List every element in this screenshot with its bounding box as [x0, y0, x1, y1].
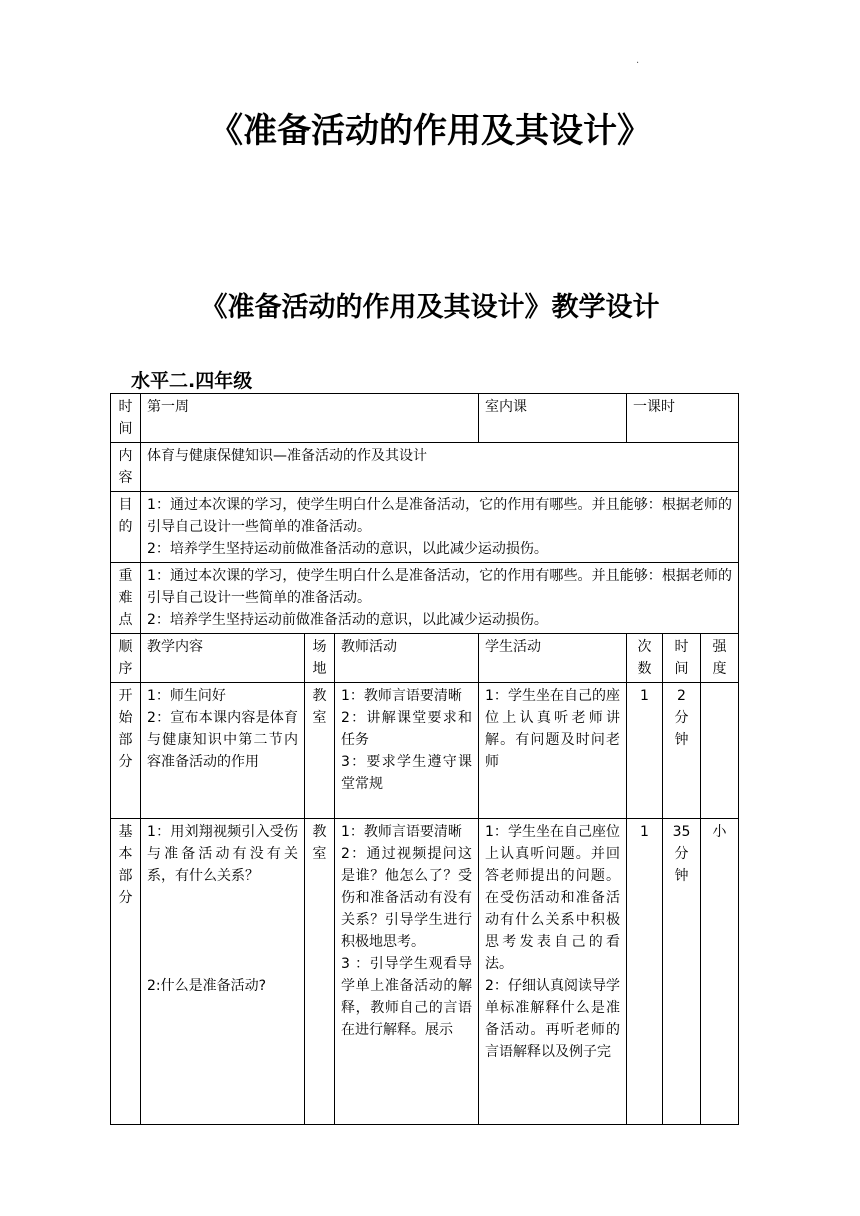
objective-row: [111, 492, 739, 563]
row-intensity: 小: [701, 819, 739, 1125]
row-order: 基 本 部 分: [111, 819, 141, 1125]
week-cell: 第一周: [141, 394, 479, 443]
grade-level: 水平二.四年级: [131, 370, 253, 392]
objective-text: 1：通过本次课的学习，使学生明白什么是准备活动，它的作用有哪些。并且能够：根据老师的引导自己设计一些简单的准备活动。 2：培养学生坚持运动前做准备活动的意识，以此减少运动损伤。: [141, 492, 739, 563]
key-points-row: [111, 563, 739, 634]
content-row: [111, 443, 739, 492]
table-row: [111, 683, 739, 819]
header-content: 教学内容: [141, 634, 305, 683]
row-time: 2 分 钟: [663, 683, 701, 819]
row-content: 1：用刘翔视频引入受伤与准备活动有没有关系，有什么关系？ 2:什么是准备活动?: [141, 819, 305, 1125]
row-student-activity: 1：学生坐在自己座位上认真听问题。并回答老师提出的问题。在受伤活动和准备活动有什么关系中积极思考发表自己的看法。 2：仔细认真阅读导学单标准解释什么是准备活动。再听老师的言语解释以及例子完: [479, 819, 627, 1125]
row-teacher-activity: 1：教师言语要清晰 2：讲解课堂要求和任务 3：要求学生遵守课堂常规: [335, 683, 479, 819]
key-points-label: 重 难 点: [111, 563, 141, 634]
row-student-activity: 1：学生坐在自己的座位上认真听老师讲解。有问题及时问老师: [479, 683, 627, 819]
document-subtitle: 《准备活动的作用及其设计》教学设计: [200, 292, 660, 323]
document-title: 《准备活动的作用及其设计》: [209, 111, 651, 151]
venue-type-cell: 室内课: [479, 394, 627, 443]
row-count: 1: [627, 819, 663, 1125]
lesson-plan-table: [110, 393, 739, 1125]
header-intensity: 强 度: [701, 634, 739, 683]
corner-mark: ·: [636, 58, 640, 69]
period-cell: 一课时: [627, 394, 739, 443]
header-venue: 场 地: [305, 634, 335, 683]
header-order: 顺 序: [111, 634, 141, 683]
row-intensity: [701, 683, 739, 819]
row-venue: 教 室: [305, 819, 335, 1125]
row-order: 开 始 部 分: [111, 683, 141, 819]
row-venue: 教 室: [305, 683, 335, 819]
row-count: 1: [627, 683, 663, 819]
row-time: 35 分 钟: [663, 819, 701, 1125]
table-row: [111, 819, 739, 1125]
header-count: 次 数: [627, 634, 663, 683]
content-label: 内 容: [111, 443, 141, 492]
header-student: 学生活动: [479, 634, 627, 683]
content-text: 体育与健康保健知识—准备活动的作及其设计: [141, 443, 739, 492]
header-time: 时 间: [663, 634, 701, 683]
time-row: [111, 394, 739, 443]
column-header-row: [111, 634, 739, 683]
row-teacher-activity: 1：教师言语要清晰 2：通过视频提问这是谁？他怎么了？受伤和准备活动有没有关系？引导学生进行积极地思考。 3 ：引导学生观看导学单上准备活动的解释，教师自己的言语在进行解释。展示: [335, 819, 479, 1125]
key-points-text: 1：通过本次课的学习，使学生明白什么是准备活动，它的作用有哪些。并且能够：根据老师的引导自己设计一些简单的准备活动。 2：培养学生坚持运动前做准备活动的意识，以此减少运动损伤。: [141, 563, 739, 634]
objective-label: 目 的: [111, 492, 141, 563]
row-content: 1：师生问好 2：宣布本课内容是体育与健康知识中第二节内容准备活动的作用: [141, 683, 305, 819]
time-label: 时 间: [111, 394, 141, 443]
header-teacher: 教师活动: [335, 634, 479, 683]
